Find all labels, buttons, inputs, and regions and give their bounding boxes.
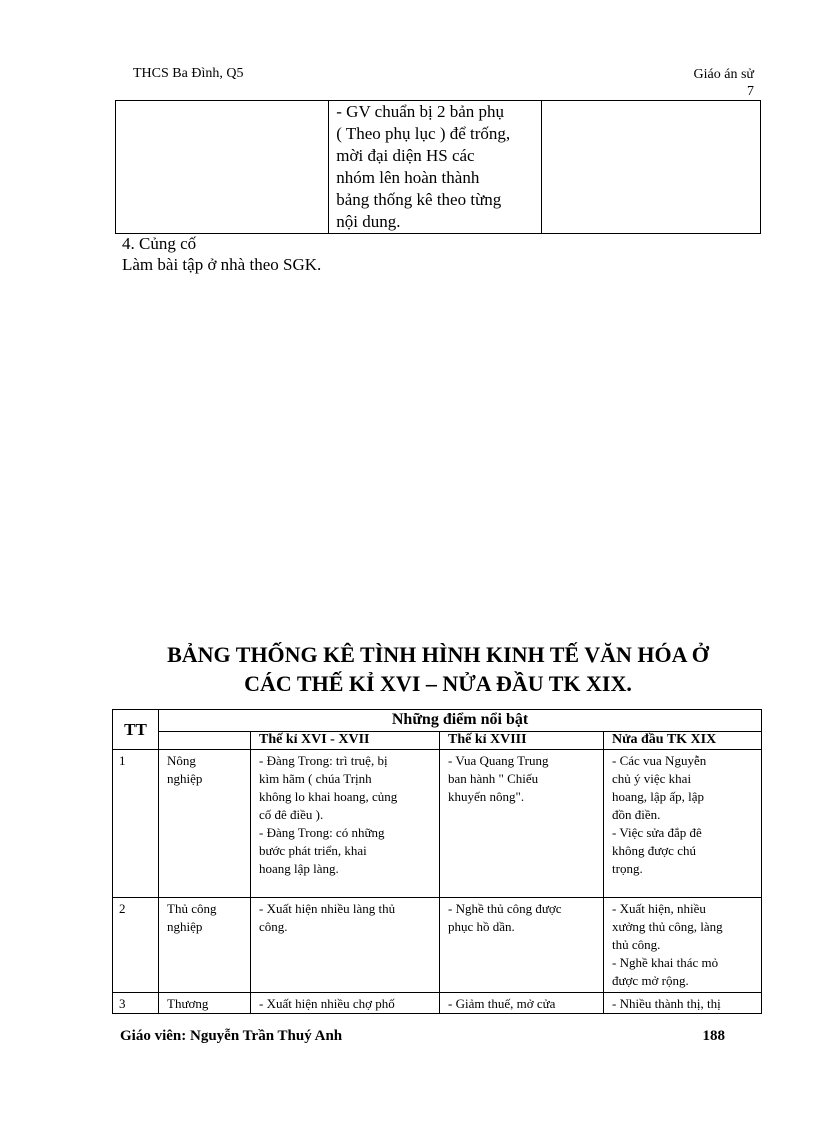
cell-line: - Nhiều thành thị, thị	[612, 996, 721, 1011]
cell-16-17	[251, 898, 440, 993]
header-subject	[660, 66, 754, 100]
table-title	[110, 640, 766, 698]
header-school: THCS Ba Đình, Q5	[133, 66, 244, 81]
cell-line: - Xuất hiện nhiều chợ phố	[259, 996, 395, 1011]
table-row	[113, 993, 762, 1014]
cell-line: Thương	[167, 996, 209, 1011]
cell-line: - Vua Quang Trung	[448, 753, 549, 768]
row-number: 2	[113, 898, 159, 993]
cell-line: đồn điền.	[612, 807, 661, 822]
cell-16-17	[251, 750, 440, 898]
cell-line: - Nghề khai thác mỏ	[612, 955, 719, 970]
text-line: nội dung.	[336, 212, 401, 231]
cell-line: phục hồ dần.	[448, 919, 515, 934]
cell-19	[604, 750, 762, 898]
footer-teacher: Giáo viên: Nguyễn Trần Thuý Anh	[120, 1028, 343, 1044]
cell-line: Thủ công	[167, 901, 217, 916]
cell-line: khuyến nông".	[448, 789, 525, 804]
row-field	[159, 993, 251, 1014]
cell-line: chủ ý việc khai	[612, 771, 692, 786]
text-line: mời đại diện HS các	[336, 146, 475, 165]
table-header-row	[113, 710, 762, 732]
cell-line: không được chú	[612, 843, 696, 858]
cell-line: bước phát triển, khai	[259, 843, 367, 858]
cell-line: hoang, lập ấp, lập	[612, 789, 705, 804]
page-number: 188	[702, 1028, 725, 1044]
cell-18	[440, 750, 604, 898]
cell-line: thủ công.	[612, 937, 661, 952]
cell-line: công.	[259, 919, 288, 934]
cell-line: - Nghề thủ công được	[448, 901, 562, 916]
table-row	[113, 750, 762, 898]
cell-line: ban hành " Chiếu	[448, 771, 539, 786]
cell-18	[440, 898, 604, 993]
cell-line: - Xuất hiện nhiều làng thủ	[259, 901, 396, 916]
cell-line: nghiệp	[167, 771, 203, 786]
cell-line: hoang lập làng.	[259, 861, 339, 876]
cell-19	[604, 898, 762, 993]
cell-line: được mở rộng.	[612, 973, 689, 988]
cell-line: Nông	[167, 753, 196, 768]
cell-line: không lo khai hoang, củng	[259, 789, 398, 804]
section-heading: 4. Củng cố	[122, 234, 197, 253]
section-body: Làm bài tập ở nhà theo SGK.	[122, 255, 322, 274]
cell-line: nghiệp	[167, 919, 203, 934]
cell-line: - Giảm thuế, mở cửa	[448, 996, 556, 1011]
cell-line: - Việc sửa đắp đê	[612, 825, 702, 840]
cell-18	[440, 993, 604, 1014]
column-header-18: Thế kỉ XVIII	[440, 732, 604, 750]
cell-16-17	[251, 993, 440, 1014]
cell-line: - Các vua Nguyễn	[612, 753, 707, 768]
cell-line: - Đàng Trong: trì truệ, bị	[259, 753, 388, 768]
title-line1: BẢNG THỐNG KÊ TÌNH HÌNH KINH TẾ VĂN HÓA Ở	[167, 642, 709, 667]
cell-19	[604, 993, 762, 1014]
table-cell-middle	[329, 101, 541, 234]
cell-line: - Xuất hiện, nhiều	[612, 901, 706, 916]
row-field	[159, 898, 251, 993]
teacher-activity-text	[329, 101, 540, 233]
column-header-tt: TT	[113, 710, 159, 750]
cell-line: - Đàng Trong: có những	[259, 825, 385, 840]
table-cell-left	[116, 101, 329, 234]
header-subject-line1: Giáo án sử	[693, 67, 754, 82]
cell-line: trọng.	[612, 861, 643, 876]
title-line2: CÁC THẾ KỈ XVI – NỬA ĐẦU TK XIX.	[244, 671, 632, 696]
cell-line: 3	[119, 996, 126, 1011]
column-header-16-17: Thế kỉ XVI - XVII	[251, 732, 440, 750]
cell-line: cố đê điều ).	[259, 807, 324, 822]
header-subject-line2: 7	[747, 84, 754, 99]
column-header-group: Những điểm nổi bật	[159, 710, 762, 732]
text-line: bảng thống kê theo từng	[336, 190, 502, 209]
row-field	[159, 750, 251, 898]
table-subheader-row	[113, 732, 762, 750]
column-header-19: Nửa đầu TK XIX	[604, 732, 762, 750]
row-number: 1	[113, 750, 159, 898]
text-line: - GV chuẩn bị 2 bản phụ	[336, 102, 505, 121]
continued-lesson-table	[115, 100, 761, 234]
column-header-empty	[159, 732, 251, 750]
table-cell-right	[541, 101, 760, 234]
table-row	[113, 898, 762, 993]
cell-line: xưởng thủ công, làng	[612, 919, 723, 934]
text-line: nhóm lên hoàn thành	[336, 168, 480, 187]
table-row	[116, 101, 761, 234]
text-line: ( Theo phụ lục ) để trống,	[336, 124, 511, 143]
row-number	[113, 993, 159, 1014]
cell-line: kìm hãm ( chúa Trịnh	[259, 771, 372, 786]
statistics-table	[112, 709, 762, 1014]
